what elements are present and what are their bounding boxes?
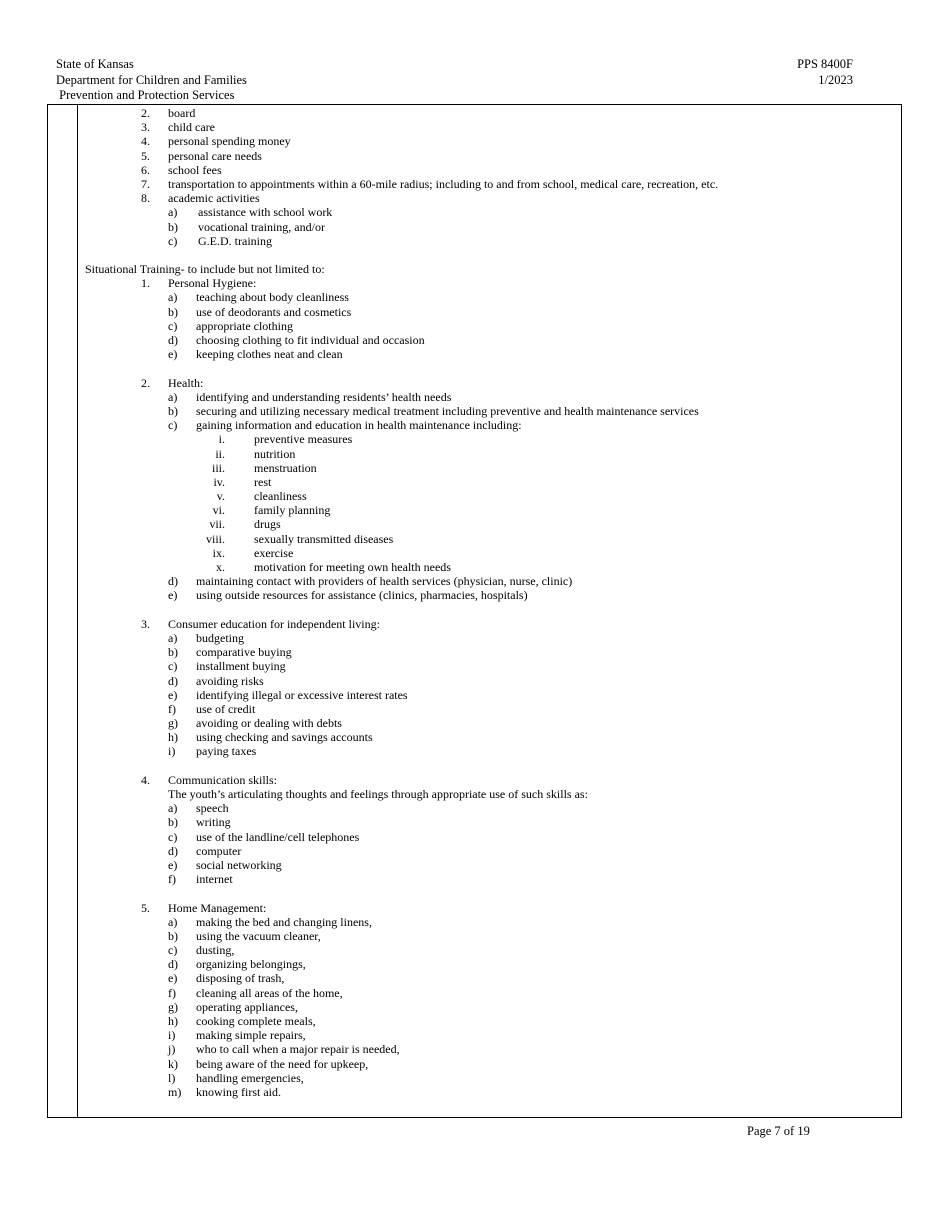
list-marker: i.: [218, 432, 225, 447]
list-item-text: use of deodorants and cosmetics: [196, 304, 352, 319]
list-marker: 4.: [141, 134, 150, 149]
list-marker: l): [168, 1070, 176, 1085]
list-item-text: avoiding or dealing with debts: [196, 716, 342, 731]
list-marker: b): [168, 219, 178, 234]
list-item-text: nutrition: [254, 446, 296, 461]
list-marker: f): [168, 985, 176, 1000]
list-item-text: paying taxes: [196, 744, 257, 759]
list-item-text: academic activities: [168, 191, 260, 206]
list-item: [48, 815, 901, 829]
list-marker: h): [168, 730, 178, 745]
list-item-text: comparative buying: [196, 645, 292, 660]
list-item-text: family planning: [254, 503, 331, 518]
list-item: [48, 333, 901, 347]
list-item-text: budgeting: [196, 630, 244, 645]
list-item: [48, 1057, 901, 1071]
list-item: [48, 1085, 901, 1099]
list-item-text: personal spending money: [168, 134, 291, 149]
list-marker: c): [168, 829, 178, 844]
list-item-text: child care: [168, 120, 215, 135]
top-list: [48, 106, 901, 205]
list-marker: 8.: [141, 191, 150, 206]
list-item-text: use of credit: [196, 701, 256, 716]
list-item-text: rest: [254, 474, 272, 489]
hygiene-title: Personal Hygiene:: [168, 276, 257, 291]
list-marker: a): [168, 389, 178, 404]
list-marker: 6.: [141, 162, 150, 177]
list-marker: 7.: [141, 176, 150, 191]
list-item-text: securing and utilizing necessary medical treatment including preventive and health maintenance services: [196, 403, 699, 418]
home-title: Home Management:: [168, 900, 267, 915]
list-item: [48, 1042, 901, 1056]
list-marker: b): [168, 304, 178, 319]
list-item-text: computer: [196, 843, 242, 858]
list-item: [48, 305, 901, 319]
health-list-de: [48, 574, 901, 602]
page-number: Page 7 of 19: [747, 1124, 810, 1138]
list-item: [48, 1071, 901, 1085]
communication-title-line: [48, 773, 901, 787]
communication-title: Communication skills:: [168, 772, 278, 787]
list-item-text: operating appliances,: [196, 999, 298, 1014]
list-item-text: appropriate clothing: [196, 318, 293, 333]
list-number: 2.: [141, 375, 150, 390]
list-marker: e): [168, 588, 178, 603]
list-marker: d): [168, 574, 178, 589]
list-marker: a): [168, 205, 178, 220]
list-item: [48, 290, 901, 304]
list-item: [48, 220, 901, 234]
list-item-text: exercise: [254, 545, 294, 560]
list-item: [48, 149, 901, 163]
list-item-text: cleaning all areas of the home,: [196, 985, 343, 1000]
health-roman-list: [48, 432, 901, 574]
list-item-text: cooking complete meals,: [196, 1014, 316, 1028]
list-item: [48, 390, 901, 404]
list-item: [48, 844, 901, 858]
list-marker: iii.: [211, 460, 225, 475]
list-item-text: G.E.D. training: [198, 233, 272, 248]
list-number: 5.: [141, 900, 150, 915]
list-marker: e): [168, 971, 178, 986]
academic-sublist: [48, 205, 901, 248]
list-marker: k): [168, 1056, 178, 1071]
list-item-text: knowing first aid.: [196, 1084, 281, 1099]
header-department: Department for Children and Families: [56, 72, 247, 87]
list-marker: i): [168, 744, 176, 759]
list-item-text: preventive measures: [254, 432, 353, 447]
list-item: [48, 177, 901, 191]
list-item: [48, 461, 901, 475]
list-item-text: making simple repairs,: [196, 1028, 306, 1043]
consumer-list: [48, 631, 901, 759]
list-item-text: organizing belongings,: [196, 957, 306, 972]
header-form-date: 1/2023: [818, 72, 853, 87]
list-item-text: gaining information and education in health maintenance including:: [196, 418, 522, 433]
list-item: [48, 106, 901, 120]
list-marker: a): [168, 914, 178, 929]
list-item: [48, 517, 901, 531]
list-item-text: sexually transmitted diseases: [254, 531, 394, 546]
list-item: [48, 645, 901, 659]
list-item: [48, 546, 901, 560]
list-marker: ii.: [215, 446, 225, 461]
list-item: [48, 929, 901, 943]
list-marker: m): [168, 1084, 182, 1099]
list-item: [48, 588, 901, 602]
list-marker: d): [168, 673, 178, 688]
communication-list: [48, 801, 901, 886]
list-item: [48, 986, 901, 1000]
list-item: [48, 489, 901, 503]
list-item-text: identifying illegal or excessive interest rates: [196, 687, 408, 702]
list-item: [48, 560, 901, 574]
list-marker: b): [168, 815, 178, 830]
list-item: [48, 191, 901, 205]
list-item-text: writing: [196, 815, 231, 830]
list-marker: f): [168, 872, 176, 887]
header-form-info: [797, 57, 853, 88]
list-item-text: being aware of the need for upkeep,: [196, 1056, 369, 1071]
list-item-text: school fees: [168, 162, 222, 177]
list-marker: a): [168, 290, 178, 305]
list-item: [48, 858, 901, 872]
list-item: [48, 830, 901, 844]
header-form-number: PPS 8400F: [797, 57, 853, 71]
list-item-text: dusting,: [196, 943, 235, 958]
list-item: [48, 418, 901, 432]
list-marker: ix.: [212, 545, 225, 560]
list-marker: b): [168, 645, 178, 660]
list-item: [48, 134, 901, 148]
list-marker: d): [168, 957, 178, 972]
list-marker: e): [168, 687, 178, 702]
home-list: [48, 915, 901, 1099]
list-item: [48, 915, 901, 929]
list-item-text: handling emergencies,: [196, 1070, 304, 1085]
list-item: [48, 447, 901, 461]
list-marker: c): [168, 418, 178, 433]
home-title-line: [48, 901, 901, 915]
list-item-text: teaching about body cleanliness: [196, 290, 349, 305]
list-item-text: who to call when a major repair is needed,: [196, 1042, 400, 1057]
list-item-text: social networking: [196, 857, 282, 872]
list-marker: i): [168, 1028, 176, 1043]
hygiene-list: [48, 290, 901, 361]
hygiene-title-line: [48, 276, 901, 290]
list-item-text: vocational training, and/or: [198, 219, 325, 234]
list-item: [48, 234, 901, 248]
list-item: [48, 659, 901, 673]
list-marker: a): [168, 801, 178, 816]
list-item-text: using checking and savings accounts: [196, 730, 373, 745]
list-marker: c): [168, 233, 178, 248]
header-agency: [56, 57, 247, 104]
situational-heading: Situational Training- to include but not limited to:: [85, 262, 325, 277]
list-item-text: personal care needs: [168, 148, 262, 163]
list-item: [48, 1014, 901, 1028]
list-item-text: cleanliness: [254, 489, 307, 504]
list-number: 3.: [141, 616, 150, 631]
document-frame: [47, 104, 902, 1118]
list-marker: j): [168, 1042, 176, 1057]
list-marker: vi.: [212, 503, 225, 518]
list-item-text: drugs: [254, 517, 281, 532]
list-item: [48, 716, 901, 730]
list-marker: g): [168, 716, 178, 731]
list-marker: x.: [216, 560, 225, 574]
list-marker: f): [168, 701, 176, 716]
list-item: [48, 574, 901, 588]
list-item: [48, 971, 901, 985]
health-title: Health:: [168, 375, 204, 390]
header-state: State of Kansas: [56, 57, 134, 71]
situational-heading-line: [48, 262, 901, 276]
list-item-text: keeping clothes neat and clean: [196, 347, 343, 362]
list-item: [48, 432, 901, 446]
list-item: [48, 872, 901, 886]
list-marker: c): [168, 318, 178, 333]
list-marker: 5.: [141, 148, 150, 163]
list-item: [48, 532, 901, 546]
list-item-text: use of the landline/cell telephones: [196, 829, 360, 844]
list-number: 4.: [141, 772, 150, 787]
list-item: [48, 957, 901, 971]
list-marker: d): [168, 843, 178, 858]
consumer-title: Consumer education for independent living:: [168, 616, 380, 631]
list-item: [48, 319, 901, 333]
list-item: [48, 347, 901, 361]
list-marker: c): [168, 943, 178, 958]
list-item-text: motivation for meeting own health needs: [254, 560, 451, 574]
list-item: [48, 702, 901, 716]
list-item-text: making the bed and changing linens,: [196, 914, 372, 929]
list-marker: vii.: [209, 517, 225, 532]
communication-intro: The youth’s articulating thoughts and feelings through appropriate use of such skills as:: [168, 787, 588, 801]
list-item: [48, 674, 901, 688]
list-item: [48, 503, 901, 517]
list-marker: a): [168, 630, 178, 645]
list-item: [48, 744, 901, 758]
list-item: [48, 943, 901, 957]
list-marker: 3.: [141, 120, 150, 135]
list-item-text: menstruation: [254, 460, 317, 475]
header-division: Prevention and Protection Services: [56, 88, 235, 102]
list-item: [48, 1000, 901, 1014]
list-item: [48, 801, 901, 815]
list-item-text: disposing of trash,: [196, 971, 285, 986]
list-item-text: using the vacuum cleaner,: [196, 928, 321, 943]
list-item: [48, 688, 901, 702]
list-item: [48, 475, 901, 489]
list-marker: e): [168, 857, 178, 872]
list-marker: e): [168, 347, 178, 362]
list-marker: h): [168, 1014, 178, 1028]
list-item: [48, 631, 901, 645]
communication-intro-line: [48, 787, 901, 801]
list-item: [48, 205, 901, 219]
list-item-text: transportation to appointments within a 60-mile radius; including to and from school, medical care, recreation, etc.: [168, 176, 719, 191]
health-title-line: [48, 376, 901, 390]
list-marker: d): [168, 333, 178, 347]
list-item-text: assistance with school work: [198, 205, 333, 220]
list-item-text: speech: [196, 801, 229, 816]
list-marker: viii.: [205, 531, 225, 546]
list-item-text: internet: [196, 872, 233, 887]
list-item-text: avoiding risks: [196, 673, 264, 688]
list-marker: c): [168, 659, 178, 674]
consumer-title-line: [48, 617, 901, 631]
list-item-text: choosing clothing to fit individual and occasion: [196, 333, 425, 347]
list-item-text: using outside resources for assistance (clinics, pharmacies, hospitals): [196, 588, 528, 603]
list-item: [48, 404, 901, 418]
list-item-text: installment buying: [196, 659, 286, 674]
list-marker: b): [168, 403, 178, 418]
list-item-text: maintaining contact with providers of health services (physician, nurse, clinic): [196, 574, 573, 589]
document-content: [48, 106, 901, 1099]
list-item: [48, 120, 901, 134]
list-number: 1.: [141, 276, 150, 291]
list-item: [48, 163, 901, 177]
list-marker: 2.: [141, 106, 150, 120]
list-marker: v.: [216, 489, 225, 504]
list-marker: b): [168, 928, 178, 943]
list-item: [48, 1028, 901, 1042]
list-marker: iv.: [213, 474, 225, 489]
list-marker: g): [168, 999, 178, 1014]
health-list-abc: [48, 390, 901, 433]
list-item: [48, 730, 901, 744]
list-item-text: identifying and understanding residents’ health needs: [196, 389, 452, 404]
list-item-text: board: [168, 106, 196, 120]
